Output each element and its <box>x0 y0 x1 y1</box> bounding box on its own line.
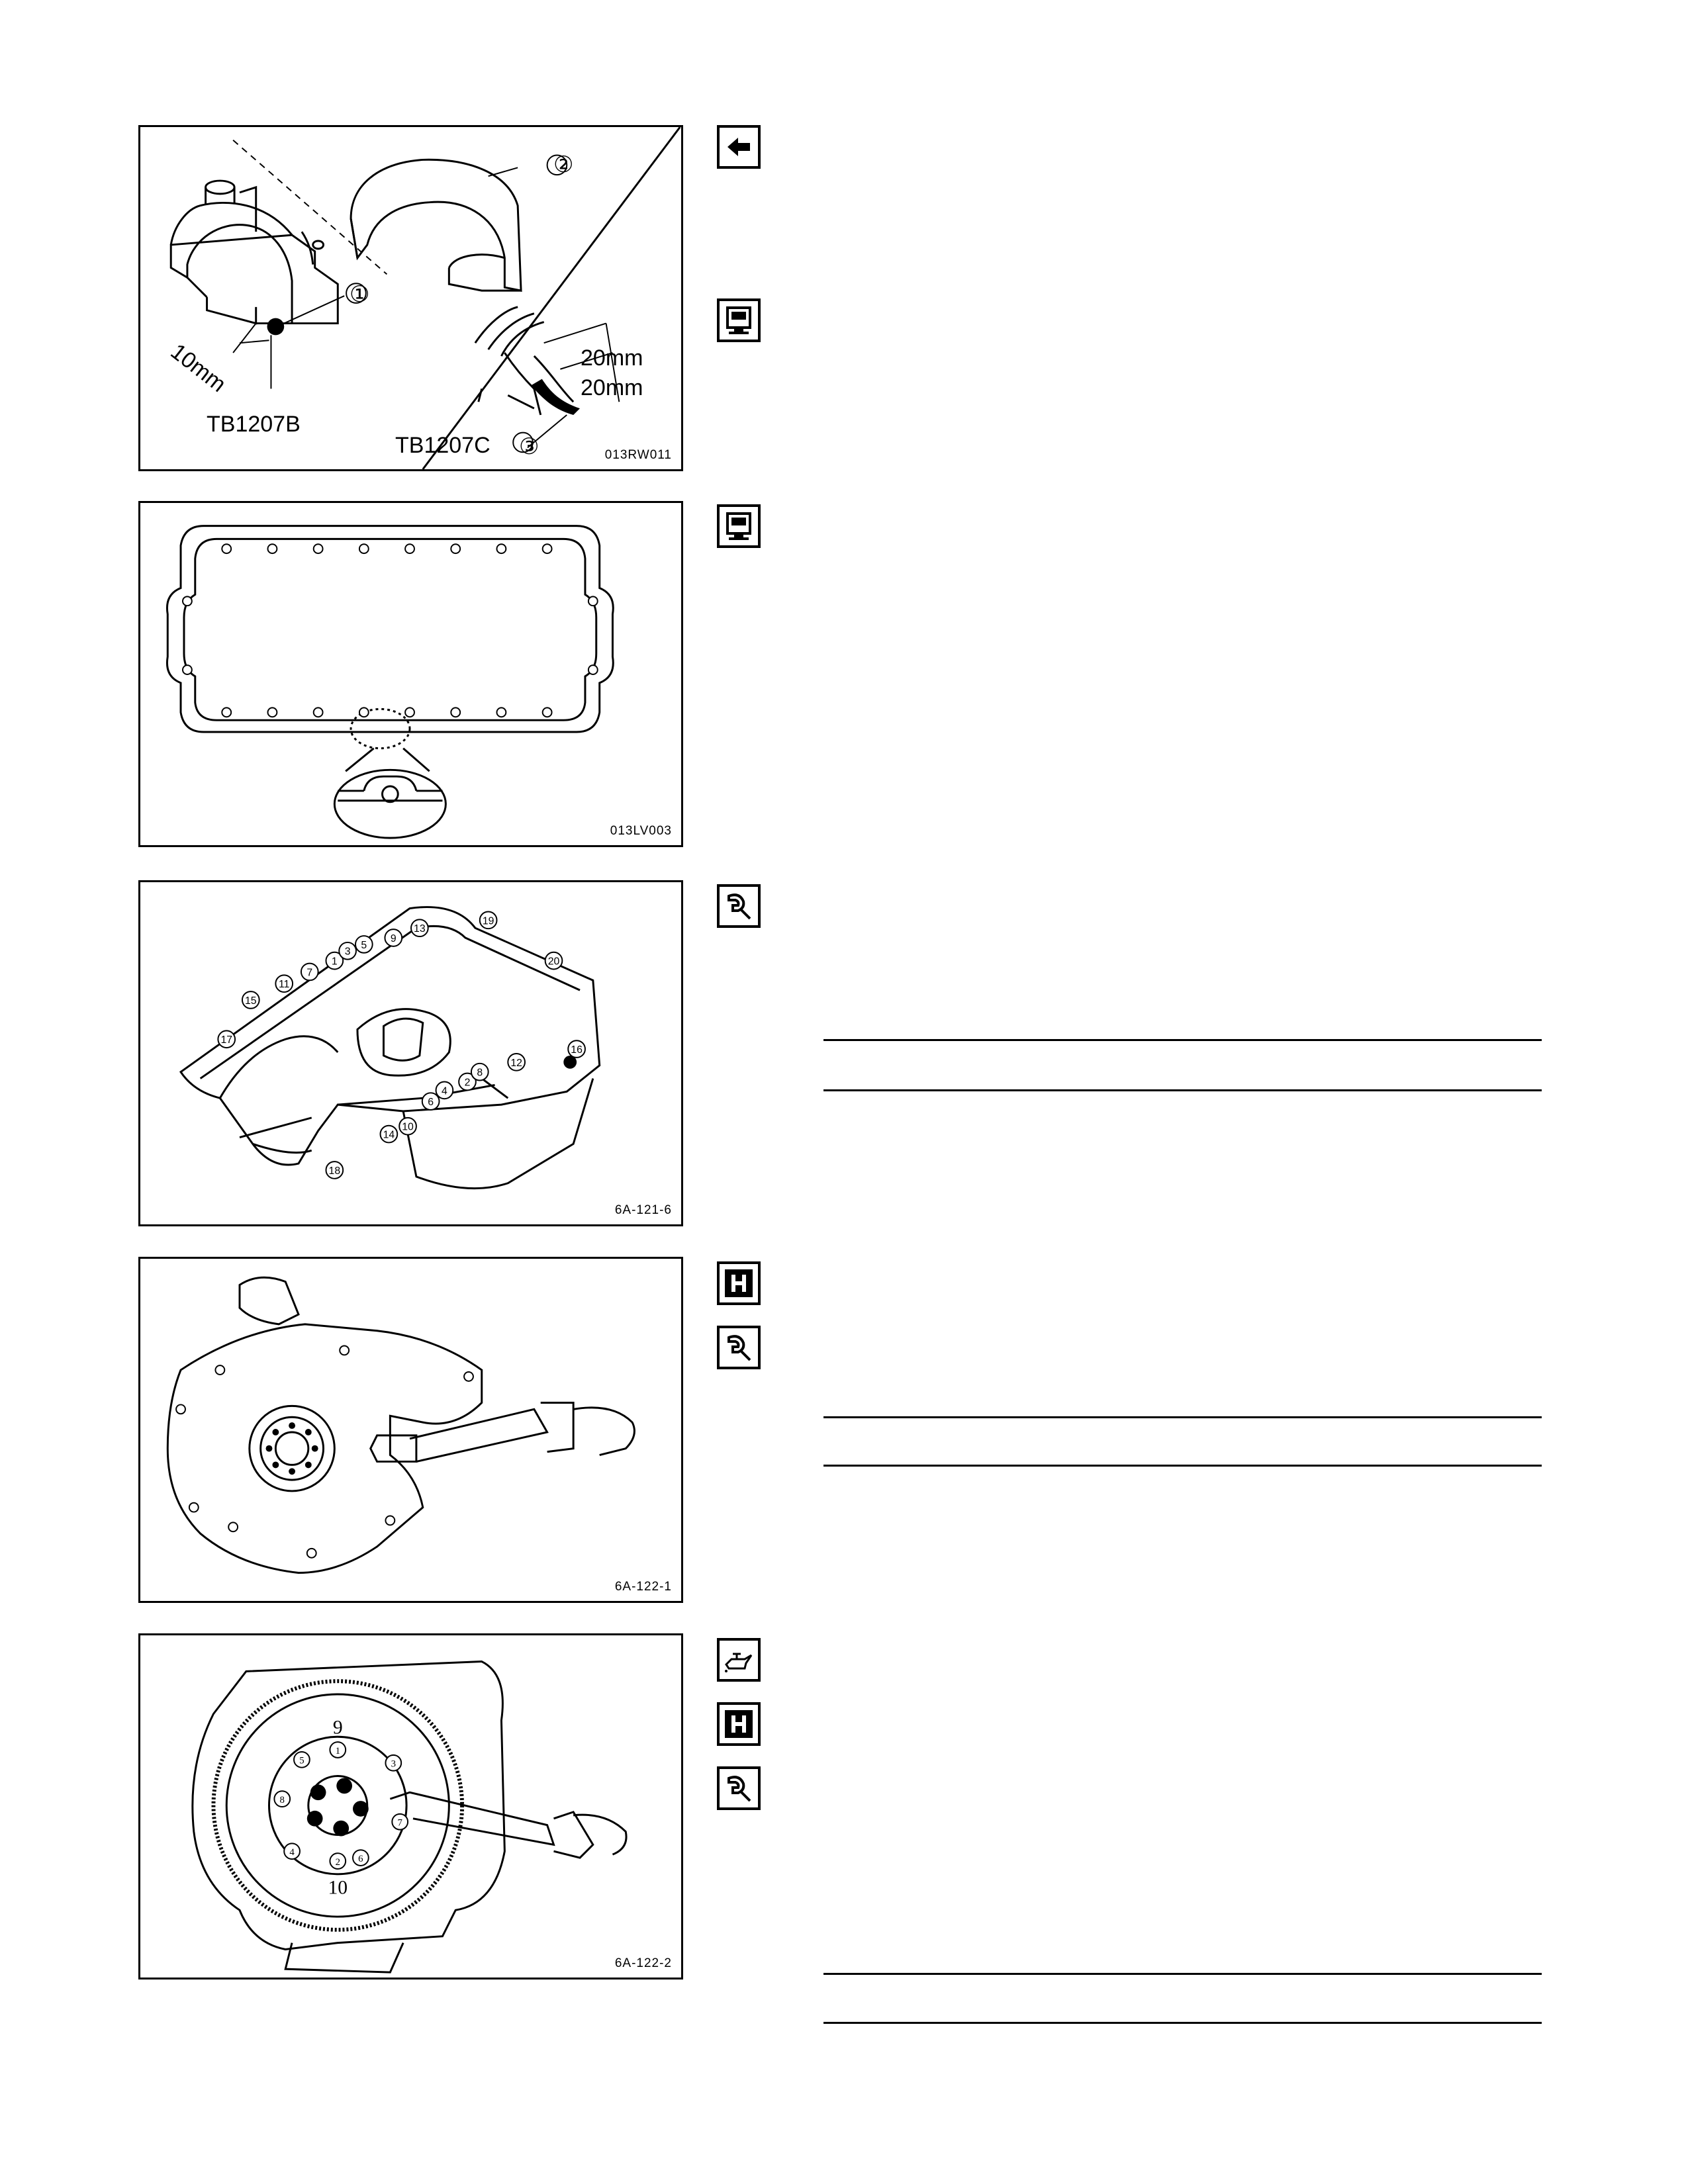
flywheel-sequence-labels <box>274 1717 408 1898</box>
bolt-marker <box>422 1093 440 1110</box>
bolt-number: 12 <box>510 1057 522 1069</box>
part-label-tb1207c: TB1207C <box>395 433 491 458</box>
bolt-number: 10 <box>402 1121 414 1133</box>
oil-pan-illustration <box>140 882 681 1224</box>
sequence-marker <box>333 1717 343 1738</box>
sequence-number: 2 <box>335 1856 340 1868</box>
bolt-marker <box>508 1054 525 1071</box>
table-rule <box>823 2022 1542 2024</box>
sequence-marker <box>274 1791 290 1807</box>
bolt-number: 9 <box>390 933 397 944</box>
bolt-marker <box>385 929 402 946</box>
sequence-marker <box>328 1877 348 1898</box>
sequence-marker <box>284 1843 300 1859</box>
bolt-number: 6 <box>428 1097 434 1109</box>
bolt-number: 17 <box>220 1034 233 1046</box>
bolt-number: 15 <box>245 995 257 1007</box>
holding-tool-icon <box>717 1261 761 1305</box>
sequence-marker <box>385 1755 401 1771</box>
sequence-number: 10 <box>328 1877 348 1899</box>
flywheel-housing-illustration <box>140 1259 681 1601</box>
bolt-marker <box>568 1040 585 1058</box>
table-rule <box>823 1089 1542 1091</box>
bolt-number: 5 <box>361 939 367 951</box>
bolt-number: 13 <box>414 923 426 935</box>
part-label-tb1207b: TB1207B <box>207 412 301 437</box>
table-rule <box>823 1973 1542 1975</box>
bolt-marker <box>411 919 428 936</box>
figure-code: 6A-122-1 <box>614 1580 672 1594</box>
table-rule <box>823 1416 1542 1418</box>
dimension-20mm-lower: 20mm <box>581 375 643 400</box>
arrow-left-icon <box>717 125 761 169</box>
holding-tool-icon <box>717 1702 761 1746</box>
bolt-number: 19 <box>482 915 494 927</box>
torque-wrench-icon <box>717 884 761 928</box>
bolt-marker <box>381 1126 398 1143</box>
torque-wrench-icon <box>717 1766 761 1810</box>
bolt-marker <box>471 1064 489 1081</box>
bolt-marker <box>545 952 563 970</box>
bolt-number: 2 <box>464 1077 471 1089</box>
bolt-number: 11 <box>279 979 290 991</box>
figure-code: 6A-121-6 <box>614 1203 672 1217</box>
table-rule <box>823 1465 1542 1467</box>
sequence-marker <box>330 1853 346 1869</box>
bolt-number: 20 <box>547 956 560 968</box>
bolt-marker <box>242 991 259 1009</box>
figure-oil-pan-gasket <box>138 501 683 847</box>
sequence-number: 7 <box>397 1817 402 1829</box>
bolt-number: 14 <box>383 1129 395 1141</box>
sequence-marker <box>392 1814 408 1830</box>
oil-can-icon <box>717 1638 761 1682</box>
figure-code: 013LV003 <box>610 824 672 838</box>
sequence-number: 5 <box>299 1755 305 1766</box>
bolt-marker <box>480 911 497 929</box>
bolt-number: 8 <box>477 1067 483 1079</box>
bolt-marker <box>399 1118 416 1135</box>
figure-code: 013RW011 <box>604 448 672 462</box>
bolt-marker <box>301 964 318 981</box>
bolt-number: 4 <box>442 1085 447 1097</box>
figure-flywheel-bolt-sequence <box>138 1633 683 1979</box>
bolt-marker <box>355 936 373 953</box>
sequence-number: 9 <box>332 1717 343 1739</box>
bolt-number: 1 <box>331 956 338 968</box>
bolt-number: 7 <box>306 967 313 979</box>
bolt-marker <box>218 1030 235 1048</box>
bolt-marker <box>326 1161 343 1179</box>
sequence-number: 6 <box>358 1854 363 1865</box>
table-rule <box>823 1039 1542 1041</box>
dimension-20mm-upper: 20mm <box>581 345 643 371</box>
sealant-apply-icon <box>717 504 761 548</box>
gasket-illustration <box>140 503 681 845</box>
bolt-number: 3 <box>344 946 351 958</box>
sequence-marker <box>294 1752 310 1768</box>
bolt-marker <box>275 975 293 992</box>
marker-2: ② <box>553 152 574 177</box>
bolt-number: 18 <box>328 1165 341 1177</box>
flywheel-illustration <box>140 1635 681 1978</box>
figure-crankshaft-pulley-removal <box>138 1257 683 1603</box>
dimension-10mm: 10mm <box>165 339 231 398</box>
sequence-number: 3 <box>391 1758 397 1770</box>
bolt-marker <box>339 942 356 960</box>
torque-wrench-icon <box>717 1326 761 1369</box>
marker-3: ③ <box>519 434 539 459</box>
figure-code: 6A-122-2 <box>614 1956 672 1970</box>
figure-oil-pan-bolt-sequence <box>138 880 683 1226</box>
sequence-marker <box>330 1742 346 1758</box>
sequence-number: 8 <box>279 1795 285 1806</box>
bolt-number: 16 <box>571 1044 583 1056</box>
sequence-number: 4 <box>289 1847 295 1858</box>
sequence-number: 1 <box>335 1745 340 1756</box>
bolt-marker <box>436 1082 453 1099</box>
marker-1: ① <box>350 282 370 307</box>
sequence-marker <box>353 1850 369 1866</box>
sealant-apply-icon <box>717 298 761 342</box>
figure-bearing-cap-sealant <box>138 125 683 471</box>
